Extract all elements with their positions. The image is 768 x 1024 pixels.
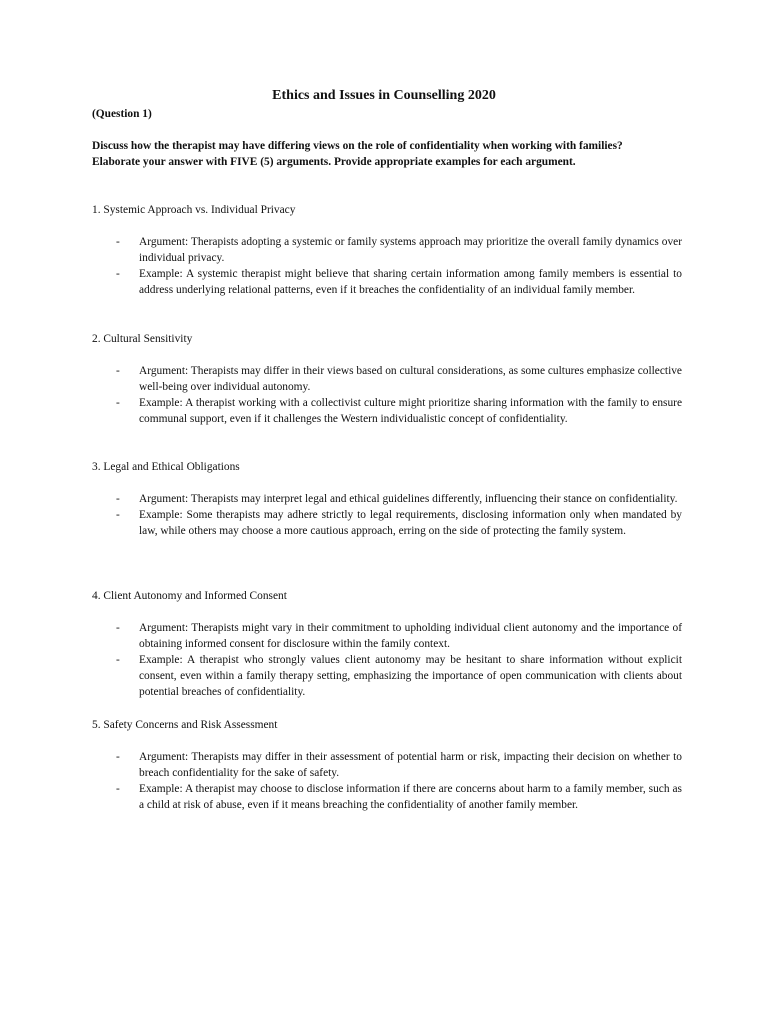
section-heading: 2. Cultural Sensitivity xyxy=(92,333,193,345)
argument-item xyxy=(92,749,682,781)
example-item xyxy=(92,395,682,427)
section-heading: 4. Client Autonomy and Informed Consent xyxy=(92,590,287,602)
section-points xyxy=(92,620,682,700)
section-safety-concerns xyxy=(92,717,682,813)
section-heading: 3. Legal and Ethical Obligations xyxy=(92,461,240,473)
example-text: Example: A therapist working with a collectivist culture might prioritize sharing information with the family to ensure communal support, even if it challenges the Western individualistic concept of confidentiality. xyxy=(139,397,682,425)
dash-marker: - xyxy=(116,654,120,666)
section-cultural-sensitivity xyxy=(92,331,682,427)
section-points xyxy=(92,491,682,539)
argument-text: Argument: Therapists might vary in their commitment to upholding individual client autonomy and the importance of obtaining informed consent for disclosure within the family context. xyxy=(139,622,682,650)
dash-marker: - xyxy=(116,622,120,634)
dash-marker: - xyxy=(116,783,120,795)
section-points xyxy=(92,234,682,298)
example-item xyxy=(92,781,682,813)
example-text: Example: A therapist may choose to disclose information if there are concerns about harm to a family member, such as a child at risk of abuse, even if it means breaching the confidentiality of another family member. xyxy=(139,783,682,811)
example-item xyxy=(92,507,682,539)
section-heading: 5. Safety Concerns and Risk Assessment xyxy=(92,719,278,731)
question-label: (Question 1) xyxy=(92,108,152,120)
dash-marker: - xyxy=(116,509,120,521)
document-title: Ethics and Issues in Counselling 2020 xyxy=(272,88,496,103)
example-item xyxy=(92,652,682,700)
argument-item xyxy=(92,620,682,652)
argument-text: Argument: Therapists adopting a systemic or family systems approach may prioritize the overall family dynamics over individual privacy. xyxy=(139,236,682,264)
section-points xyxy=(92,749,682,813)
dash-marker: - xyxy=(116,397,120,409)
section-points xyxy=(92,363,682,427)
example-text: Example: Some therapists may adhere strictly to legal requirements, disclosing information only when mandated by law, while others may choose a more cautious approach, erring on the side of protecting the family system. xyxy=(139,509,682,537)
section-legal-ethical xyxy=(92,459,682,539)
question-prompt: Discuss how the therapist may have differing views on the role of confidentiality when working with families? Elaborate your answer with FIVE (5) arguments. Provide appropriate examples for each argument. xyxy=(92,140,623,168)
dash-marker: - xyxy=(116,236,120,248)
argument-text: Argument: Therapists may differ in their assessment of potential harm or risk, impacting their decision on whether to breach confidentiality for the sake of safety. xyxy=(139,751,682,779)
argument-item xyxy=(92,363,682,395)
section-systemic-approach xyxy=(92,202,682,298)
example-text: Example: A systemic therapist might believe that sharing certain information among family members is essential to address underlying relational patterns, even if it breaches the confidentiality of an individual family member. xyxy=(139,268,682,296)
example-item xyxy=(92,266,682,298)
argument-text: Argument: Therapists may differ in their views based on cultural considerations, as some cultures emphasize collective well-being over individual autonomy. xyxy=(139,365,682,393)
dash-marker: - xyxy=(116,493,120,505)
dash-marker: - xyxy=(116,365,120,377)
dash-marker: - xyxy=(116,751,120,763)
example-text: Example: A therapist who strongly values client autonomy may be hesitant to share information without explicit consent, even within a family therapy setting, emphasizing the importance of open communication with clients about potential breaches of confidentiality. xyxy=(139,654,682,698)
argument-text: Argument: Therapists may interpret legal and ethical guidelines differently, influencing their stance on confidentiality. xyxy=(139,493,678,505)
argument-item xyxy=(92,234,682,266)
argument-item xyxy=(92,491,682,507)
dash-marker: - xyxy=(116,268,120,280)
section-client-autonomy xyxy=(92,588,682,700)
section-heading: 1. Systemic Approach vs. Individual Privacy xyxy=(92,204,296,216)
